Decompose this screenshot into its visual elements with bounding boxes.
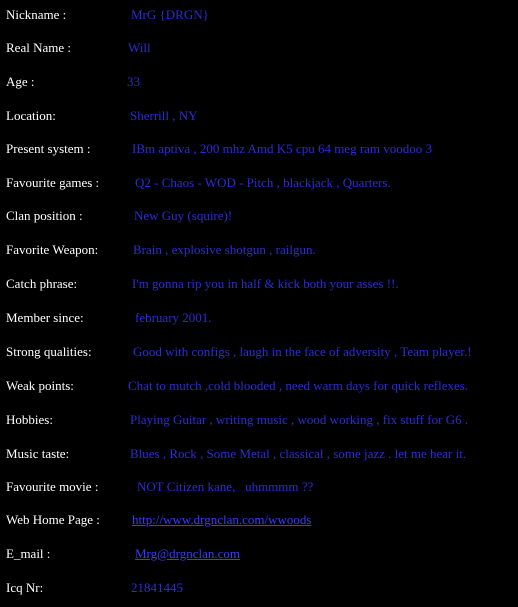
icq-value: 21841445 [131,580,183,595]
music-taste-value: Blues , Rock , Some Metal , classical , some jazz . let me hear it. [130,446,467,461]
profile-row-member-since [0,308,518,328]
age-value: 33 [127,74,140,89]
location-label: Location: [6,108,56,123]
profile-row-favorite-weapon [0,240,518,260]
profile-row-web-home-page [0,510,518,530]
hobbies-value: Playing Guitar , writing music , wood working , fix stuff for G6 . [130,412,469,427]
favourite-movie-label: Favourite movie : [6,479,99,494]
nickname-label: Nickname : [6,7,67,22]
strong-qualities-label: Strong qualities: [6,344,92,359]
member-since-label: Member since: [6,310,84,325]
email-label: E_mail : [6,546,51,561]
web-home-page-label: Web Home Page : [6,512,100,527]
favourite-games-label: Favourite games : [6,175,100,190]
web-home-page-link[interactable]: http://www.drgnclan.com/wwoods [132,512,312,527]
profile-row-icq [0,578,518,598]
profile-row-present-system [0,139,518,159]
age-label: Age : [6,74,35,89]
weak-points-value: Chat to mutch ,cold blooded , need warm days for quick reflexes. [128,378,469,393]
strong-qualities-value: Good with configs , laugh in the face of adversity , Team player.! [133,344,472,359]
profile-row-clan-position [0,206,518,226]
profile-row-favourite-games [0,173,518,193]
favourite-games-value: Q2 - Chaos - WOD - Pitch , blackjack , Quarters. [135,175,391,190]
present-system-label: Present system : [6,141,91,156]
profile-row-hobbies [0,410,518,430]
profile-row-strong-qualities [0,342,518,362]
catch-phrase-value: I'm gonna rip you in half & kick both your asses !!. [132,276,399,291]
email-link[interactable]: Mrg@drgnclan.com [135,546,241,561]
weak-points-label: Weak points: [6,378,74,393]
profile-row-music-taste [0,444,518,464]
real-name-label: Real Name : [6,40,71,55]
favourite-movie-value: NOT Citizen kane, uhmmmm ?? [137,479,314,494]
profile-row-location [0,106,518,126]
profile-row-nickname [0,5,518,25]
profile-row-catch-phrase [0,274,518,294]
favorite-weapon-value: Brain , explosive shotgun , railgun. [133,242,316,257]
present-system-value: IBm aptiva , 200 mhz Amd K5 cpu 64 meg ram voodoo 3 [132,141,433,156]
icq-label: Icq Nr: [6,580,44,595]
profile-row-real-name [0,38,518,58]
profile-row-favourite-movie [0,477,518,497]
profile-row-weak-points [0,376,518,396]
real-name-value: Will [128,40,151,55]
catch-phrase-label: Catch phrase: [6,276,78,291]
location-value: Sherrill , NY [130,108,198,123]
nickname-value: MrG {DRGN} [131,7,209,22]
clan-position-label: Clan position : [6,208,83,223]
member-since-value: february 2001. [135,310,212,325]
clan-position-value: New Guy (squire)! [134,208,233,223]
music-taste-label: Music taste: [6,446,70,461]
hobbies-label: Hobbies: [6,412,53,427]
favorite-weapon-label: Favorite Weapon: [6,242,99,257]
profile-row-age [0,72,518,92]
profile-row-email [0,544,518,564]
